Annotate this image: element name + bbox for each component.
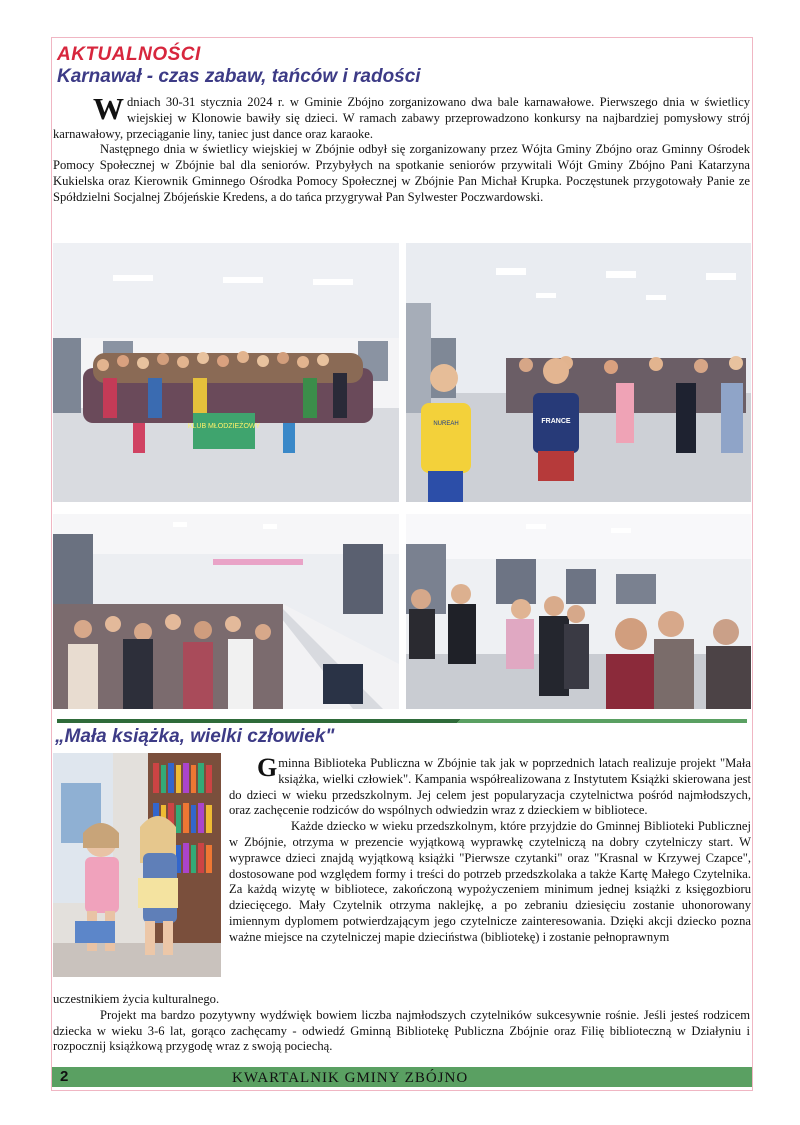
paragraph: minna Biblioteka Publiczna w Zbójnie tak jak w poprzednich latach realizuje projekt "Mała książka, wielki człowiek". Kampania współrealizowana z Instytutem Książki skierowana jest do dzieci w wieku przedszkolnym. Jej celem jest popularyzacja czytelnictwa pośród najmłodszych, oraz zachęcenie rodziców do wspólnych odwiedzin wraz z dzieckiem w bibliotece.: [229, 756, 751, 818]
paragraph: dniach 30-31 stycznia 2024 r. w Gminie Zbójno zorganizowano dwa bale karnawałowe. Pierwszego dnia w świetlicy wiejskiej w Klonowie bawiły się dzieci. W ramach zabawy przeprowadzono konkursy na najbardziej pomysłowy strój karnawałowy, przeciąganie liny, taniec just dance oraz karaoke.: [53, 95, 750, 141]
paragraph: Projekt ma bardzo pozytywny wydźwięk bowiem liczba najmłodszych czytelników sukcesywnie rośnie. Jeśli jesteś rodzicem dziecka w wieku 3-6 lat, gorąco zachęcamy - odwiedź Gminną Bibliotekę Publiczna Zbójnie oraz Filię biblioteczną w Działyniu i rozpocznij książkową przygodę wraz z swoją pociechą.: [53, 1007, 750, 1054]
banner-text: KLUB MŁODZIEŻOWY: [187, 423, 261, 430]
photo-seniors-dancing: [406, 514, 751, 709]
paragraph: uczestnikiem życia kulturalnego.: [53, 992, 220, 1006]
article-mala-ksiazka-body: [229, 753, 751, 946]
article-title-mala-ksiazka: „Mała książka, wielki człowiek": [55, 726, 335, 747]
photo-seniors-party-hall: [53, 514, 399, 709]
shirt-text: FRANCE: [541, 418, 571, 425]
article-karnawal-body: [53, 91, 750, 206]
dropcap-g: G: [257, 753, 278, 782]
article-mala-ksiazka-continued: [53, 992, 750, 1055]
photo-children-party-group: [53, 243, 399, 502]
section-label: AKTUALNOŚCI: [57, 44, 201, 65]
dropcap-w: W: [93, 91, 124, 126]
shirt-text-2: NUREAH: [433, 421, 459, 427]
publication-title: KWARTALNIK GMINY ZBÓJNO: [232, 1070, 469, 1086]
article-title-karnawal: Karnawał - czas zabaw, tańców i radości: [57, 66, 421, 87]
paragraph: Następnego dnia w świetlicy wiejskiej w Zbójnie odbył się zorganizowany przez Wójta Gminy Zbójno oraz Gminny Ośrodek Pomocy Społecznej w Zbójnie bal dla seniorów. Przybyłych na spotkanie seniorów przywitali Wójt Gminy Zbójno Pani Katarzyna Kukielska oraz Kierownik Gminnego Ośrodka Pomocy Społecznej w Zbójnie Pan Michał Krupka. Poczęstunek przygotowały Panie ze Spółdzielni Socjalnej Zbójeńskie Kredens, a do tańca przygrywał Pan Sylwester Poczwardowski.: [53, 142, 750, 204]
paragraph: Każde dziecko w wieku przedszkolnym, które przyjdzie do Gminnej Biblioteki Publicznej w Zbójnie, otrzyma w prezencie wyjątkową wyprawkę czytelniczą na dobry czytelniczy start. W wyprawce dzieci znajdą wyjątkową książki "Pierwsze czytanki" oraz "Krasnal w Krzywej Czapce", dostosowane pod względem formy i treści do potrzeb przedszkolaka a także Kartę Małego Czytelnika. Za każdą wizytę w bibliotece, zakończoną wypożyczeniem minimum jednej książki z księgozbioru dziecięcego. Mały Czytelnik otrzyma naklejkę, a po zebraniu dziesięciu zostanie uhonorowany imiennym dyplomem potwierdzającym jego czytelnicze zainteresowania. Dzięki akcji dziecko pozna ważne miejsce na czytelniczej mapie dzieciństwa (bibliotekę) i zostanie pełnoprawnym: [229, 819, 751, 944]
page-number: 2: [60, 1068, 69, 1085]
section-divider: [57, 717, 747, 725]
photo-girls-with-books: [53, 753, 221, 977]
photo-children-dancing: [406, 243, 751, 502]
